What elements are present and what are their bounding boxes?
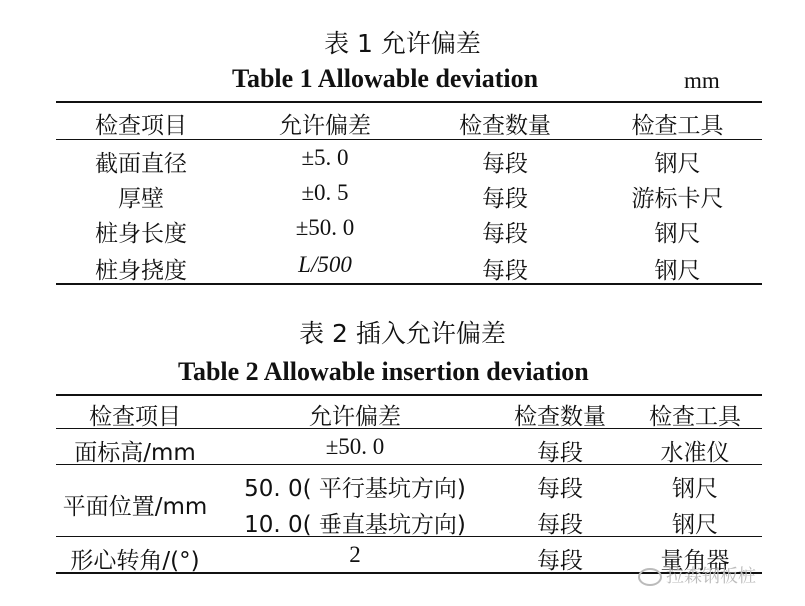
table1-unit: mm	[684, 68, 720, 93]
chat-bubble-icon	[638, 568, 662, 586]
watermark	[638, 562, 756, 588]
table2-header-tool: 检查工具	[649, 404, 741, 430]
table1-header-tool: 检查工具	[631, 113, 724, 139]
table1-cell: 截面直径	[95, 151, 187, 177]
table2-header-quantity: 检查数量	[514, 404, 606, 430]
table1-header-deviation: 允许偏差	[279, 113, 371, 139]
table1-cell: 每段	[482, 151, 528, 177]
table2-cell: 每段	[537, 512, 583, 538]
table1-cell: 厚壁	[118, 186, 164, 212]
table2-cell: 2	[349, 542, 361, 567]
table2-cell: 钢尺	[672, 476, 718, 502]
table1-title-cn: 表 1 允许偏差	[324, 29, 481, 58]
table1-cell: 钢尺	[654, 221, 701, 247]
table2-header-item: 检查项目	[89, 404, 181, 430]
table1-title-en: Table 1 Allowable deviation	[232, 64, 539, 93]
watermark-text: 拉森钢板桩	[666, 566, 756, 587]
table2-cell: 形心转角/(°)	[70, 548, 200, 574]
table1-cell: ±5. 0	[301, 145, 349, 170]
table2-cell: 每段	[537, 440, 583, 466]
table1-header-item: 检查项目	[95, 113, 187, 139]
table1-cell: 钢尺	[654, 151, 701, 177]
table1-cell: 每段	[482, 186, 528, 212]
table2-cell: 钢尺	[672, 512, 718, 538]
table1-cell: 每段	[482, 221, 528, 247]
table2-cell: 水准仪	[660, 440, 730, 466]
table1-cell: ±50. 0	[295, 215, 355, 240]
table2-cell: 10. 0( 垂直基坑方向)	[244, 512, 466, 538]
table2-cell: 面标高/mm	[74, 440, 196, 466]
table1-cell: ±0. 5	[301, 180, 349, 205]
table1-cell: 游标卡尺	[631, 186, 724, 212]
table2-title-en: Table 2 Allowable insertion deviation	[178, 357, 589, 386]
table1-top-rule	[56, 101, 762, 103]
table1-cell: 桩身长度	[95, 221, 187, 247]
table2-cell: 量角器	[660, 548, 730, 574]
table2-cell: 每段	[537, 476, 583, 502]
table1-cell: 桩身挠度	[95, 258, 187, 284]
table2-header-deviation: 允许偏差	[309, 404, 401, 430]
table2-cell: ±50. 0	[325, 434, 385, 459]
table2-cell: 50. 0( 平行基坑方向)	[244, 476, 466, 502]
table1-cell: L/500	[298, 252, 352, 277]
table2-top-rule	[56, 394, 762, 396]
table2-title-cn: 表 2 插入允许偏差	[299, 319, 506, 348]
table1-header-quantity: 检查数量	[459, 113, 551, 139]
table2-cell: 每段	[537, 548, 583, 574]
table1-cell: 每段	[482, 258, 528, 284]
table1-cell: 钢尺	[654, 258, 701, 284]
table2-cell-merged: 平面位置/mm	[62, 494, 208, 520]
